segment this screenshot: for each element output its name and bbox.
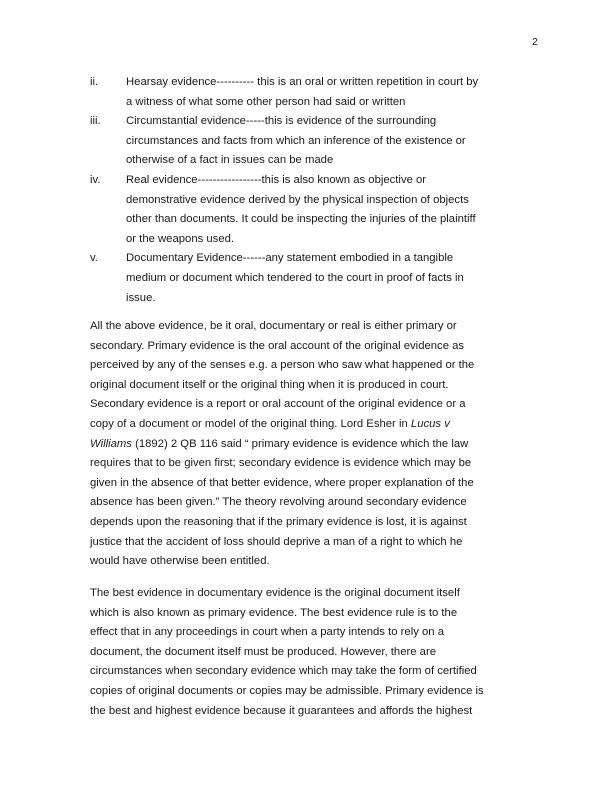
list-item-line: a witness of what some other person had said or written	[126, 95, 406, 108]
paragraph-line	[90, 661, 477, 681]
paragraph-line	[90, 473, 474, 493]
paragraph-line	[90, 642, 436, 662]
case-name-italic: Lucus v	[410, 418, 450, 430]
paragraph-line	[90, 375, 449, 395]
list-item-line: Hearsay evidence---------- this is an oral or written repetition in court by	[126, 76, 479, 88]
list-item-line: Real evidence-----------------this is also known as objective or	[126, 174, 427, 186]
line-text: requires that to be given first; secondary evidence is evidence which may be	[90, 457, 472, 470]
paragraph-line	[90, 532, 462, 552]
paragraph-line	[90, 492, 467, 512]
line-text: The best evidence in documentary evidence is the original document itself	[90, 587, 460, 599]
line-text: All the above evidence, be it oral, documentary or real is either primary or	[90, 320, 457, 332]
paragraph-line	[90, 551, 270, 571]
list-item-line: demonstrative evidence derived by the physical inspection of objects	[126, 193, 469, 206]
paragraph-line	[90, 603, 457, 623]
list-item-line: other than documents. It could be inspecting the injuries of the plaintiff	[126, 213, 476, 226]
case-name-italic: Williams	[90, 437, 132, 450]
list-marker: iii.	[90, 115, 101, 128]
line-text: absence has been given.” The theory revolving around secondary evidence	[90, 496, 467, 509]
line-text: the best and highest evidence because it guarantees and affords the highest	[90, 704, 473, 717]
paragraph-line	[90, 336, 464, 356]
line-text-after: (1892) 2 QB 116 said “ primary evidence is evidence which the law	[131, 437, 469, 450]
paragraph-line	[90, 394, 466, 414]
paragraph-line	[90, 583, 460, 603]
list-item-line: circumstances and facts from which an inference of the existence or	[126, 134, 466, 147]
paragraph-line	[90, 512, 467, 532]
paragraph-line	[90, 355, 474, 375]
line-text: original document itself or the original thing when it is produced in court.	[90, 378, 449, 391]
list-item-line: medium or document which tendered to the court in proof of facts in	[126, 272, 464, 284]
line-text: which is also known as primary evidence. The best evidence rule is to the	[90, 606, 458, 619]
line-text: Secondary evidence is a report or oral account of the original evidence or a	[90, 398, 466, 411]
line-text: copies of original documents or copies may be admissible. Primary evidence is	[90, 685, 484, 697]
list-item-line: or the weapons used.	[126, 232, 235, 245]
list-marker: iv.	[90, 174, 101, 186]
line-text: perceived by any of the senses e.g. a person who saw what happened or the	[90, 359, 475, 372]
line-text: given in the absence of that better evidence, where proper explanation of the	[90, 476, 474, 489]
list-marker: v.	[90, 252, 98, 265]
paragraph-line	[90, 453, 471, 473]
line-text: copy of a document or model of the original thing. Lord Esher in	[90, 418, 411, 430]
line-text: document, the document itself must be produced. However, there are	[90, 645, 437, 658]
paragraph-line	[90, 434, 468, 454]
line-text: circumstances when secondary evidence which may take the form of certified	[90, 665, 477, 678]
paragraph-line	[90, 414, 450, 434]
list-item-line: otherwise of a fact in issues can be made	[126, 154, 334, 167]
line-text: justice that the accident of loss should deprive a man of a right to which he	[90, 535, 463, 548]
list-item-line: Circumstantial evidence-----this is evidence of the surrounding	[126, 115, 437, 128]
line-text: secondary. Primary evidence is the oral account of the original evidence as	[90, 339, 465, 352]
line-text: would have otherwise been entitled.	[90, 555, 270, 568]
page-number: 2	[532, 36, 538, 48]
list-marker: ii.	[90, 76, 99, 88]
paragraph-line	[90, 316, 457, 336]
paragraph-line	[90, 701, 472, 721]
paragraph-line	[90, 681, 484, 701]
line-text: effect that in any proceedings in court when a party intends to rely on a	[90, 626, 444, 639]
list-item-line: issue.	[126, 291, 156, 304]
line-text: depends upon the reasoning that if the primary evidence is lost, it is against	[90, 516, 467, 528]
list-item-line: Documentary Evidence------any statement embodied in a tangible	[126, 252, 454, 265]
paragraph-line	[90, 622, 444, 642]
